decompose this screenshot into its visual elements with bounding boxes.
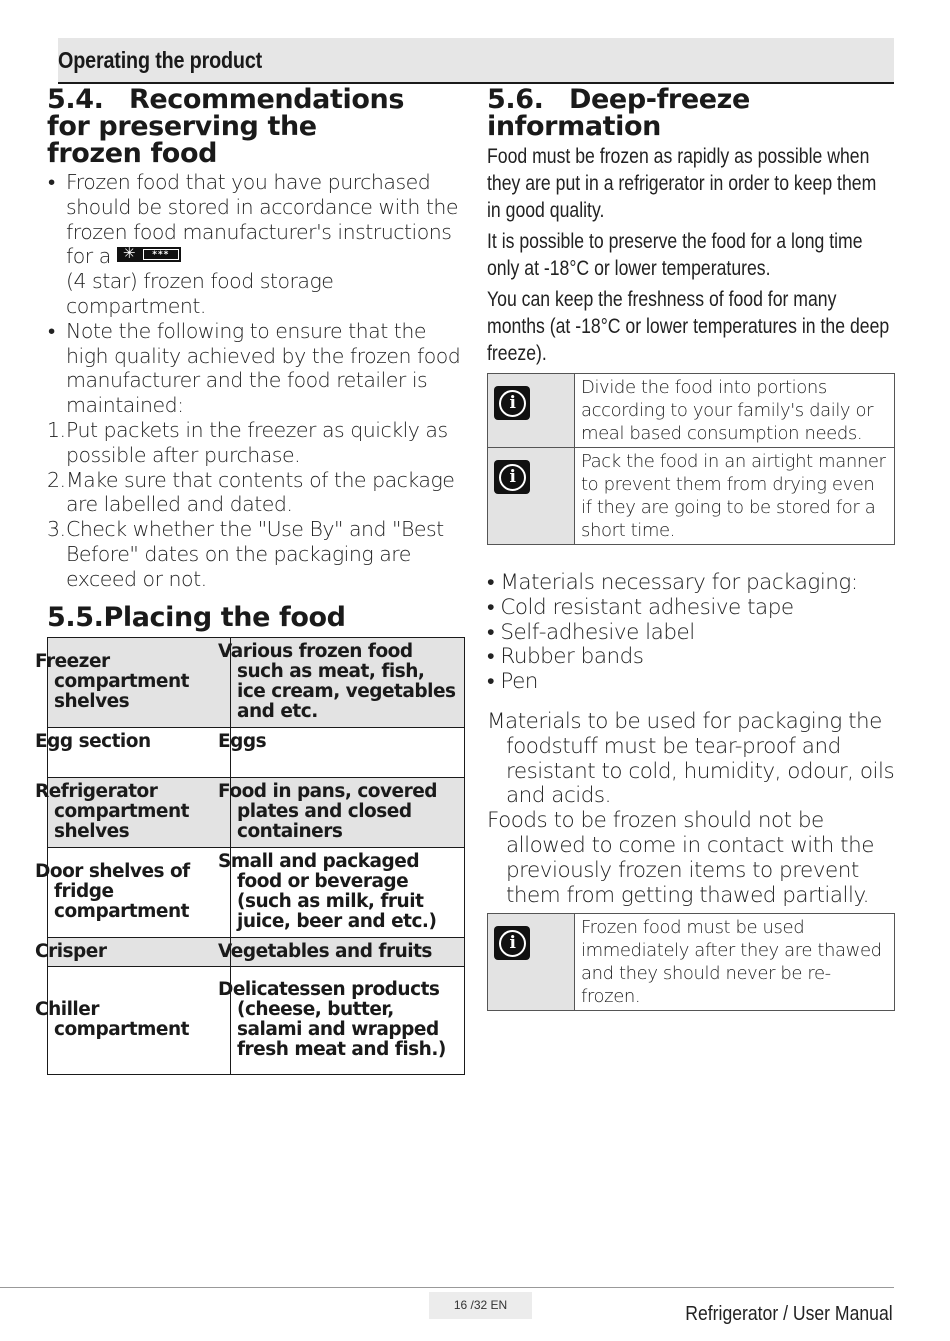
- table-cell: Door shelves of fridge compartment: [48, 847, 231, 937]
- table-row: [48, 937, 465, 966]
- section-5-5-heading: 5.5.Placing the food: [47, 601, 346, 633]
- list-item: • Rubber bands: [487, 644, 644, 670]
- table-row: [48, 847, 465, 937]
- table-row: [488, 914, 895, 1011]
- section-5-4-heading: [47, 86, 407, 167]
- info-note: Pack the food in an airtight manner to prevent them from drying even if they are going to be stored for a short time.: [575, 448, 895, 545]
- list-item: • Frozen food that you have purchased should be stored in accordance with the frozen food manufacturer's instructions for a ✳ *** (4 star) frozen food storage compartment.: [47, 170, 467, 319]
- preserve-bullets: [47, 170, 467, 418]
- right-column: [487, 86, 897, 1011]
- left-column: [35, 84, 467, 1075]
- packaging-paragraphs: [487, 710, 897, 908]
- four-star-freezer-icon: ✳ ***: [117, 247, 181, 262]
- table-cell: Crisper: [48, 937, 231, 966]
- deep-freeze-paragraphs: [487, 143, 890, 367]
- section-5-6-heading: [487, 86, 897, 140]
- table-cell: Freezer compartment shelves: [48, 637, 231, 727]
- paragraph: You can keep the freshness of food for many months (at -18°C or lower temperatures in the deep freeze).: [487, 288, 890, 365]
- table-cell: Delicatessen products (cheese, butter, salami and wrapped fresh meat and fish.): [231, 966, 465, 1074]
- footer-divider: [0, 1287, 894, 1288]
- section-5-6-title-a: Deep-freeze: [569, 84, 750, 115]
- list-item: • Note the following to ensure that the high quality achieved by the frozen food manufacturer and the food retailer is maintained:: [47, 319, 467, 418]
- table-row: [488, 374, 895, 448]
- section-5-6-number: 5.6.: [487, 84, 544, 115]
- table-row: [48, 777, 465, 847]
- table-cell: Chiller compartment: [48, 966, 231, 1074]
- info-icon: i: [494, 386, 530, 420]
- info-icon: i: [494, 460, 530, 494]
- table-cell: Egg section: [48, 727, 231, 777]
- list-item: 2. Make sure that contents of the package are labelled and dated.: [47, 467, 455, 517]
- table-cell: Vegetables and fruits: [231, 937, 465, 966]
- table-row: [48, 966, 465, 1074]
- table-row: [48, 727, 465, 777]
- info-table-1: [487, 373, 895, 545]
- info-note: Divide the food into portions according to your family's daily or meal based consumption needs.: [575, 374, 895, 448]
- header-title: Operating the product: [58, 47, 263, 73]
- footer-document-title: Refrigerator / User Manual: [685, 1303, 893, 1325]
- placing-food-table: [35, 637, 465, 1075]
- table-row: [488, 448, 895, 545]
- table-cell: Refrigerator compartment shelves: [48, 777, 231, 847]
- table-row: [48, 637, 465, 727]
- preserve-steps: [47, 418, 467, 592]
- list-item: • Cold resistant adhesive tape: [487, 594, 794, 620]
- table-cell: Various frozen food such as meat, fish, ice cream, vegetables and etc.: [231, 637, 465, 727]
- info-note: Frozen food must be used immediately after they are thawed and they should never be re-frozen.: [575, 914, 895, 1011]
- table-cell: Food in pans, covered plates and closed containers: [231, 777, 465, 847]
- section-5-4-title: Recommendations for preserving the frozen food: [47, 84, 405, 169]
- list-item: 3. Check whether the "Use By" and "Best Before" dates on the packaging are exceed or not.: [47, 517, 444, 591]
- table-cell: Eggs: [231, 727, 465, 777]
- list-item: • Self-adhesive label: [487, 619, 695, 645]
- materials-list: [487, 571, 897, 695]
- section-5-4-number: 5.4.: [47, 84, 104, 115]
- info-table-2: [487, 913, 895, 1011]
- info-icon: i: [494, 926, 530, 960]
- paragraph: Materials to be used for packaging the foodstuff must be tear-proof and resistant to cold, humidity, odour, oils and acids.: [487, 708, 895, 809]
- table-cell: Small and packaged food or beverage (such as milk, fruit juice, beer and etc.): [231, 847, 465, 937]
- paragraph: It is possible to preserve the food for a long time only at -18°C or lower temperatures.: [487, 230, 863, 280]
- list-item: • Pen: [487, 669, 538, 695]
- paragraph: Foods to be frozen should not be allowed to come in contact with the previously frozen items to prevent them from getting thawed partially.: [487, 808, 874, 908]
- page-number: 16 /32 EN: [429, 1292, 532, 1319]
- paragraph: Food must be frozen as rapidly as possible when they are put in a refrigerator in order to keep them in good quality.: [487, 145, 877, 222]
- header-bar: [58, 38, 894, 84]
- list-item: 1. Put packets in the freezer as quickly as possible after purchase.: [47, 417, 448, 467]
- list-item: • Materials necessary for packaging:: [487, 570, 858, 595]
- section-5-6-title-b: information: [487, 111, 661, 142]
